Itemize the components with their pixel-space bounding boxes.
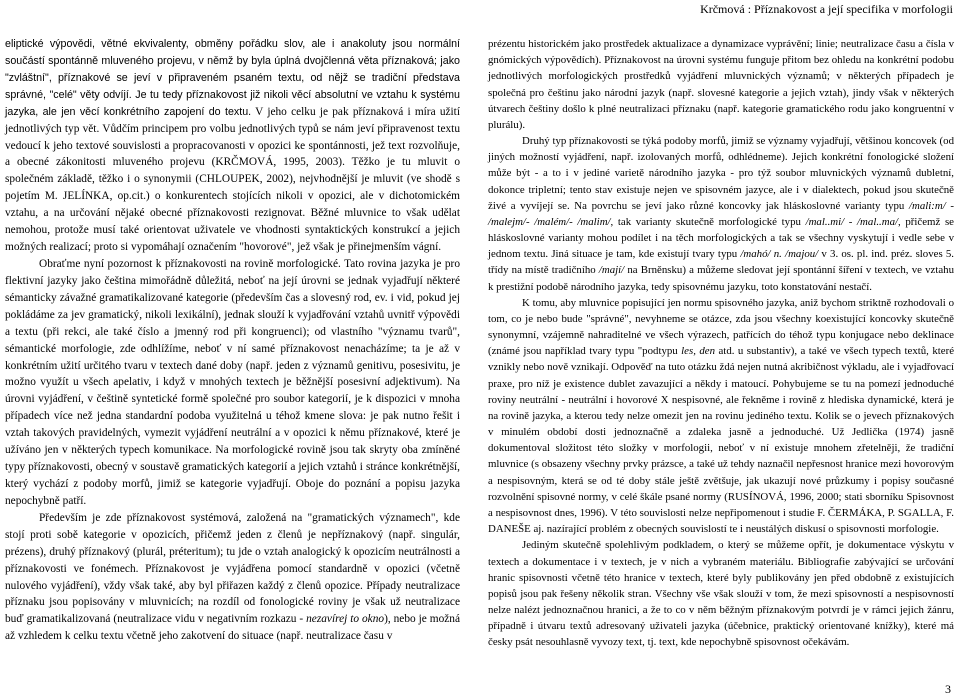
example-italic: /mali:m/ - /malejm/- /malém/- /malim/: [488, 199, 954, 228]
paragraph-text: , přičemž se hláskoslovné varianty mohou podílet i na těch morfologických a tak se všechny vyskytují i vedle sebe v jednom textu. Jiná situace je tam, kde existují tvary typu: [488, 215, 954, 261]
paragraph-text: V jeho celku je pak příznaková i míra užití jednotlivých typ vět. Vůdčím principem pro volbu jednotlivých typů se nám jeví připravenost textu vedoucí k jeho textové souvislosti a propracovanosti v opozici ke spontánnosti, jež text rozvolňuje, a obecné zákonitosti mluveného projevu (KRČMOVÁ, 1995, 2003). Těžko je tu mluvit o společném základě, těžko i o synonymii (CHLOUPEK, 2002), nejvhodnější je mluvit (ve shodě s pojetím M. JELÍNKA, op.cit.) o konkurentech stojících nikoli v opozici, ale v dichotomickém vztahu, a na určování nějaké obecné příznakovosti rezignovat. Běžné mluvnice to však udělat nemohou, protože musí také orientovat uživatele ve vhodnosti syntaktických konstrukcí a jejich možných realizací; proto si vypomáhají označením "hovorové", jež však je přinejmenším vágní.: [5, 105, 460, 254]
paragraph-text: v 3. os. pl. ind. préz. sloves 5. třídy na místě tradičního: [488, 248, 955, 277]
page-number: 3: [945, 682, 951, 696]
paragraph-text: na Brněnsku) a můžeme sledovat její spontánní šíření v textech, ve vztahu k prestižní podobě národního jazyka, tedy spisovnému jazyku, toto konstatování nestačí.: [488, 264, 955, 293]
running-header: Krčmová : Příznakovost a její specifika v morfologii: [700, 2, 953, 16]
paragraph: Jediným skutečně spolehlivým podkladem, o který se můžeme opřít, je dokumentace výskytu v textech a dokumentace i v textech, je v nich a vybraném materiálu. Bibliografie zabývající se určování hranic spisovnosti včetně této hranice v textech, které byly publikovány jen před obdobně z existujících popisů jsou pak řešeny několik stran. Všechny vše však slouží v tom, že mezi spisovností a nespisovností nelze nalézt jednoznačnou hranici, a že to co v něm běžným příznakovým potvrdí je v rámci jejich žánru, případně i útvaru textů adresovaný uživateli jazyka (účebnice, praktický orientované knížky), které má česky psát nesouhlasně vyvozy text, tj. text, kde nepochybně spisovnost očekávám.: [488, 539, 954, 649]
paragraph: Obraťme nyní pozornost k příznakovosti na rovině morfologické. Tato rovina jazyka je pro flektivní jazyky jako čeština mimořádně důležitá, neboť na její úrovni se jednak vyjadřují některé sémanticky závažné gramatikalizované kategorie (především čas a slovesný rod, ev. i vid, pokud jej pokládáme za jev gramatický, nikoli lexikální), jednak slouží k vyjadřování vztahů uvnitř výpovědi a textu (při rekci, ale také číslo a jmenný rod při kongruenci); od vlastního "významu tvarů", sémantické morfologie, zde odhlížíme, neboť v ní samé příznakovost nenacházíme; ta je až v konkrétním užití určitého tvaru v textech dané doby (např. jeden z významů genitivu, posesivitu, je možno využít u všech apelativ, i když v mnohých textech je běžnější posesivní adjektivum). Na úrovni vyjádření, v češtině syntetické formě společné pro soubor kategorií, je k dispozici v mnoha případech více než jedna standardní podoba využitelná u téhož kmene slova: je pak nutno řešit i vztah takových pravidelných, vymezit vyjádření neutrální a v opozici k němu příznakové, které je užíváno jen v některých typech komunikace. Na morfologické rovině jsou tak skryty oba zmíněné typy příznakovosti, obecný v soustavě gramatických kategorií a jejich vztahů i stránce konkrétnější, který vychází z podoby morfů, jimiž se kategorie vyjadřují. Oboje do poznání a popisu jazyka nepochybně patří.: [5, 257, 460, 507]
paragraph-text: Především je zde příznakovost systémová, založená na "gramatických významech", kde stojí proti sobě kategorie v opozicích, přičemž jeden z členů je nepříznakový (např. singulár, prézens), druhý příznakový (plurál, préteritum); tu jde o vztah analogický k opozicím neutrálnosti a příznakovosti ve fonémech. Příznakovost je vyjádřena pomocí standardně v opozici (včetně nulového vyjádření), vždy však také, aby byl přiřazen každý z členů opozice. Případy neutralizace příznaku jsou popisovány v mluvnicích; na rozdíl od fonologické roviny je však už neutralizace buď gramatikalizovaná (neutralizace vidu v negativním rozkazu -: [5, 511, 460, 626]
example-italic: les, den: [681, 345, 716, 358]
paragraph: prézentu historickém jako prostředek aktualizace a dynamizace vyprávění; linie; neutralizace času a čísla v gnómických výpovědích). Příznakovost na úrovni systému funguje přitom bez ohledu na konkrétní podobu jednotlivých morfologických prostředků vyjádření mluvnických významů; v některých případech je společná pro češtinu jako národní jazyk (např. slovesné kategorie a jejich vztah), jindy však v některých útvarech češtiny došlo k plné neutralizaci příznaku (např. kategorie gramatického rodu jako kongruentní v plurálu).: [488, 38, 954, 131]
example-italic: /mahó/ n. /majou/: [740, 248, 819, 261]
paragraph: [488, 133, 954, 295]
paragraph: [488, 295, 954, 538]
paragraph-text: ), nebo je možná až vzhledem k celku textu včetně jeho zakotvení do situace (např. neutralizace času v: [5, 613, 460, 643]
paragraph-text: atd. u substantiv), a také ve všech typech textů, které vznikly nebo nově vznikají. Odpověď na tuto otázku ždá nejen nutná akribičnost výkladu, ale i vyjadřovací praxe, pro níž je existence dublet zavazující a někdy i matoucí. Pohybujeme se tu na pomezí jednoduché roviny neutrální - neutrální i hovorové X nespisovné, ale řekněme i rovině z hlediska dynamické, která je na rovině jazyka, a kterou tedy nelze omezit jen na rovinu jediného textu. Kolik se o jevech příznakových v minulém období dosti jednoznačně a zdaleka jasně a jednoduché. Už Jedlička (1974) jasně dokumentoval složitost této složky v morfologii, neboť v ní existuje mnohem zřetelněji, že tradiční mluvnice (s obsazeny všechny prvky prázsce, a také už tehdy naznačil nepřesnost hranice mezi hovorovým a nespisovným, která se od té doby stále ještě zvětšuje, jak ukazují nové průzkumy i popisy současné rozvolnění spisovné normy, v celé škále psané normy (RUSÍNOVÁ, 1996, 2000; stati sborníku Spisovnost a nespisovnost dnes, 1996). V této souvislosti nelze nepřipomenout i studie F. ČERMÁKA, P. SGALLA, F. DANEŠE aj. nazírající problém z obecných souvislostí te i neustálých diskusí o spisovnosti morfologie.: [488, 345, 955, 536]
left-column: [5, 36, 460, 645]
example-italic: nezavírej to okno: [306, 613, 385, 626]
example-italic: /mají/: [598, 264, 625, 277]
paragraph-text: eliptické výpovědi, větné ekvivalenty, obměny pořádku slov, ale i anakoluty jsou normální součástí spontánně mluveného projevu, v němž by byla úplná dvojčlenná věta příznaková; jako "zvláštní", příznakové se jeví v připraveném psaném textu, od nějž se tradiční představa správné, "celé" věty odvíjí. Je tu tedy příznakovost již nikoli věcí absolutní ve vztahu k systému jazyka, ale jen věcí konkrétního zapojení do textu.: [5, 38, 460, 118]
right-column: [488, 36, 954, 651]
paragraph: [5, 510, 460, 645]
paragraph: [5, 36, 460, 256]
example-italic: /mal..mi/ - /mal..ma/: [805, 215, 899, 228]
paragraph-text: Druhý typ příznakovosti se týká podoby morfů, jimiž se významy vyjadřují, většinou koncovek (od jiných možností vyjádření, např. izolovaných morfů, odhlédneme). Jejich konkrétní fonologické složení může být - a to i v jediné varietě národního jazyka - pro týž soubor mluvnických významů dubletní, dokonce tripletní; tento stav existuje nejen ve spisovném jazyce, ale i v dialektech, pokud jsou skutečně živé a vyvíjejí se. Na povrchu se jeví jako různé koncovky jak hláskoslovné varianty typu: [488, 135, 954, 212]
paragraph-text: , tak varianty skutečně morfologické typu: [610, 215, 806, 228]
paragraph-text: K tomu, aby mluvnice popisující jen normu spisovného jazyka, aniž bychom striktně rozhodovali o tom, co je nebo bude "správné", nevyhneme se otázce, zda jsou všechny koexistující koncovky skutečně synonymní, vzájemně nahraditelné ve všech výrazech, patřících do téhož typu konjugace nebo deklinace (známé jsou například tvary typu "podtypu: [488, 296, 954, 358]
